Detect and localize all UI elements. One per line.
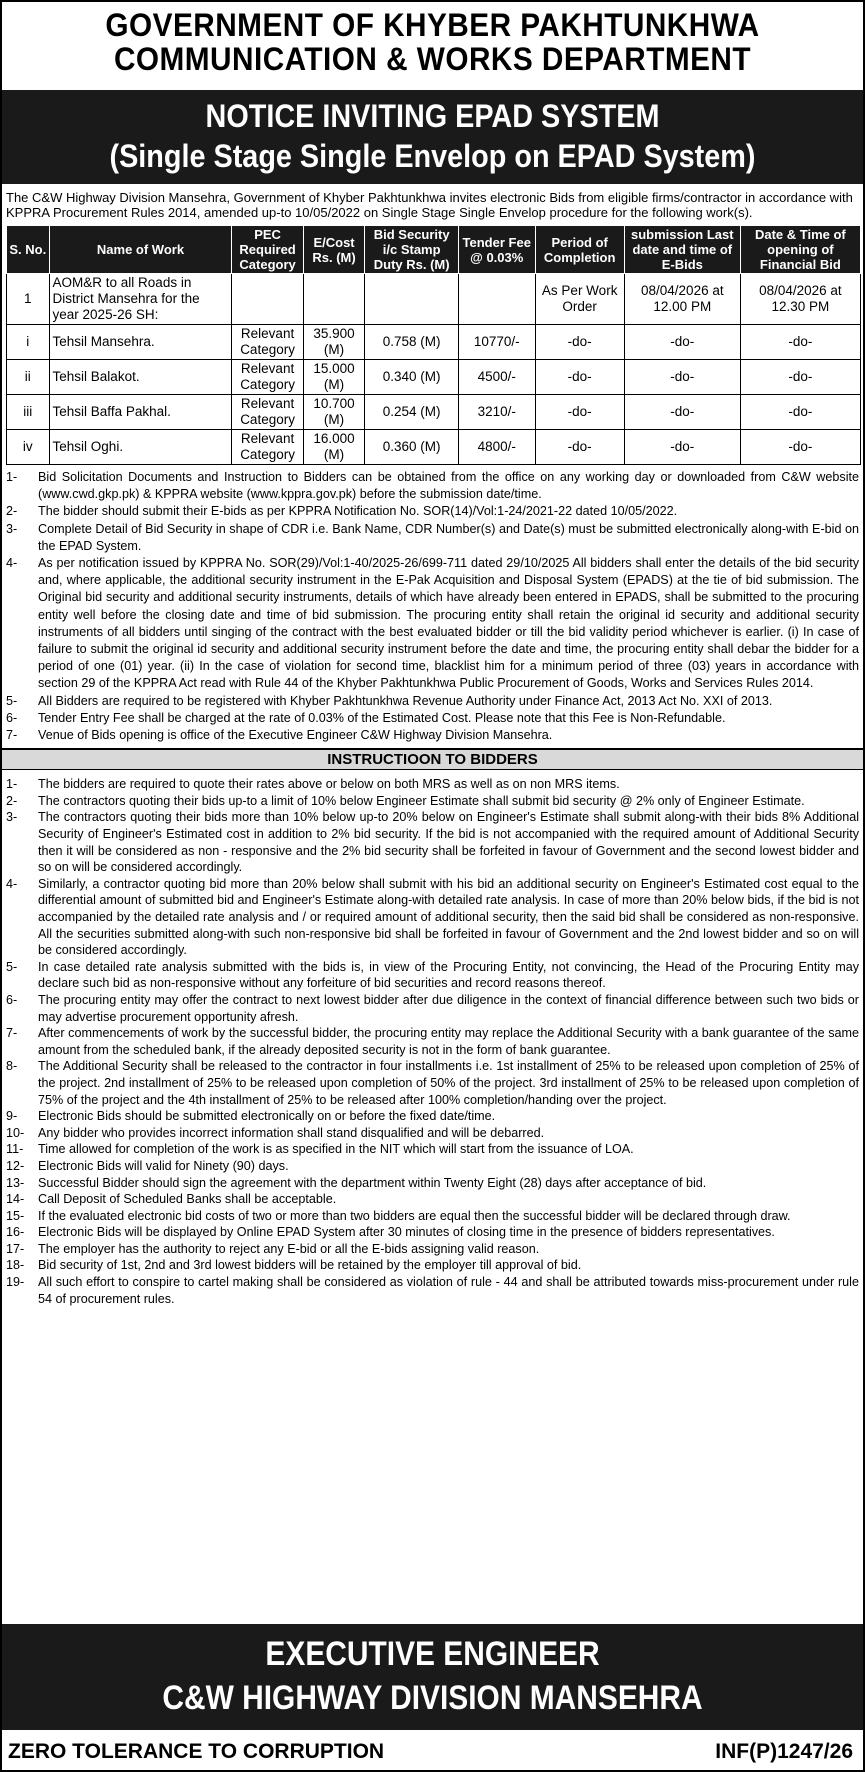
- list-item: [6, 1274, 859, 1307]
- list-item: [6, 469, 859, 503]
- item-number: 9-: [6, 1109, 18, 1124]
- cell-completion-period: -do-: [535, 360, 624, 395]
- instructions-list: [2, 772, 863, 1307]
- signatory-office: C&W HIGHWAY DIVISION MANSEHRA: [162, 1679, 703, 1717]
- cell-submission-date: -do-: [624, 360, 740, 395]
- table-row: [7, 395, 861, 430]
- list-item: [6, 727, 859, 744]
- list-item: [6, 1158, 859, 1175]
- cell-sno: ii: [7, 360, 50, 395]
- list-item: [6, 710, 859, 727]
- list-item: [6, 1257, 859, 1274]
- cell-estimated-cost: 10.700 (M): [303, 395, 365, 430]
- item-number: 16-: [6, 1225, 25, 1240]
- cell-submission-date: -do-: [624, 395, 740, 430]
- advertisement-reference: INF(P)1247/26: [715, 1740, 853, 1763]
- cell-opening-date: -do-: [740, 395, 860, 430]
- cell-estimated-cost: [303, 274, 365, 325]
- list-item: [6, 1208, 859, 1225]
- list-item: [6, 992, 859, 1025]
- works-table: [6, 225, 861, 465]
- notice-title: NOTICE INVITING EPAD SYSTEM: [205, 98, 660, 134]
- item-text: Successful Bidder should sign the agreement with the department within Twenty Eight (28) days after acceptance of bid.: [38, 1175, 707, 1190]
- government-title: GOVERNMENT OF KHYBER PAKHTUNKHWA: [105, 7, 760, 43]
- cell-bid-security: 0.360 (M): [365, 430, 459, 465]
- item-text: The contractors quoting their bids more than 10% below up-to 20% below on Engineer's Estimate shall submit along-with their bids 8% Additional Security of Engineer's Estimated cost in addition to 2% bid security. If the bid is not accompanied with the required amount of Additional Security then it will be considered as non - responsive and the 2% bid security shall be forfeited in favour of Government and the second lowest bidder and so on will be considered accordingly.: [38, 810, 859, 875]
- item-text: All such effort to conspire to cartel making shall be considered as violation of rule - 44 and shall be attributed towards miss-procurement under rule 54 of procurement rules.: [38, 1275, 859, 1306]
- table-row: [7, 360, 861, 395]
- cell-opening-date: -do-: [740, 430, 860, 465]
- item-number: 18-: [6, 1258, 25, 1273]
- item-number: 4-: [6, 556, 18, 571]
- list-item: [6, 693, 859, 710]
- cell-sno: i: [7, 325, 50, 360]
- item-number: 13-: [6, 1175, 25, 1190]
- item-number: 4-: [6, 876, 18, 891]
- cell-pec-category: Relevant Category: [232, 360, 303, 395]
- header-tender-fee: Tender Fee @ 0.03%: [458, 226, 535, 274]
- item-number: 8-: [6, 1059, 18, 1074]
- item-number: 1-: [6, 777, 18, 792]
- notice-title-band: [2, 90, 863, 184]
- bottom-strip: [2, 1734, 863, 1770]
- item-number: 10-: [6, 1125, 25, 1140]
- item-number: 7-: [6, 728, 18, 743]
- item-text: The employer has the authority to reject any E-bid or all the E-bids assigning valid reason.: [38, 1241, 540, 1256]
- item-text: Similarly, a contractor quoting bid more than 20% below shall submit with his bid an additional security on Engineer's Estimated cost equal to the differential amount of submitted bid and Engineer's Estimate along-with detailed rate analysis. In case of more than 20% below bids, if the bid is not accompanied by the detailed rate analysis and / or required amount of additional security, then the said bid shall be considered as non-responsive. All the securities submitted along-with such non-responsive bid shall be forfeited in favour of Government and the 2nd lowest bidder and so on will be considered accordingly.: [38, 876, 859, 958]
- item-text: In case detailed rate analysis submitted with the bids is, in view of the Procuring Entity, not convincing, the Head of the Procuring Entity may declare such bid as non-responsive without any forfeiture of bid securities and record reasons thereof.: [38, 959, 859, 991]
- cell-completion-period: -do-: [535, 325, 624, 360]
- item-text: Bid security of 1st, 2nd and 3rd lowest bidders will be retained by the employer till approval of bid.: [38, 1258, 582, 1273]
- item-text: All Bidders are required to be registered with Khyber Pakhtunkhwa Revenue Authority under Finance Act, 2013 Act No. XXI of 2013.: [38, 693, 773, 708]
- item-number: 19-: [6, 1275, 25, 1290]
- item-number: 1-: [6, 470, 18, 484]
- list-item: [6, 776, 859, 793]
- anti-corruption-slogan: ZERO TOLERANCE TO CORRUPTION: [8, 1740, 385, 1763]
- header-estimated-cost: E/Cost Rs. (M): [303, 226, 365, 274]
- cell-estimated-cost: 35.900 (M): [303, 325, 365, 360]
- cell-bid-security: 0.758 (M): [365, 325, 459, 360]
- item-text: Electronic Bids should be submitted electronically on or before the fixed date/time.: [38, 1109, 496, 1124]
- cell-bid-security: [365, 274, 459, 325]
- instructions-heading: INSTRUCTIOON TO BIDDERS: [2, 748, 863, 770]
- table-row: [7, 274, 861, 325]
- cell-pec-category: Relevant Category: [232, 395, 303, 430]
- cell-opening-date: -do-: [740, 325, 860, 360]
- cell-pec-category: [232, 274, 303, 325]
- list-item: [6, 1108, 859, 1125]
- item-text: Time allowed for completion of the work is as specified in the NIT which will start from the issuance of LOA.: [38, 1142, 634, 1157]
- item-text: The bidder should submit their E-bids as per KPPRA Notification No. SOR(14)/Vol:1-24/2021-22 dated 10/05/2022.: [38, 504, 678, 519]
- item-number: 2-: [6, 504, 18, 519]
- cell-submission-date: -do-: [624, 430, 740, 465]
- cell-tender-fee: 4800/-: [458, 430, 535, 465]
- table-header-row: [7, 226, 861, 274]
- item-number: 5-: [6, 959, 18, 974]
- item-text: The contractors quoting their bids up-to a limit of 10% below Engineer Estimate shall submit bid security @ 2% only of Engineer Estimate.: [38, 793, 805, 808]
- item-text: If the evaluated electronic bid costs of two or more than two bidders are equal then the successful bidder will be declared through draw.: [38, 1208, 791, 1223]
- list-item: [6, 1125, 859, 1142]
- department-title: COMMUNICATION & WORKS DEPARTMENT: [113, 41, 752, 77]
- list-item: [6, 959, 859, 992]
- list-item: [6, 1224, 859, 1241]
- cell-submission-date: -do-: [624, 325, 740, 360]
- item-number: 5-: [6, 693, 18, 708]
- cell-submission-date: 08/04/2026 at 12.00 PM: [624, 274, 740, 325]
- cell-tender-fee: [458, 274, 535, 325]
- cell-estimated-cost: 15.000 (M): [303, 360, 365, 395]
- cell-tender-fee: 10770/-: [458, 325, 535, 360]
- cell-name-of-work: AOM&R to all Roads in District Mansehra for the year 2025-26 SH:: [49, 274, 232, 325]
- cell-completion-period: -do-: [535, 430, 624, 465]
- item-text: Tender Entry Fee shall be charged at the rate of 0.03% of the Estimated Cost. Please note that this Fee is Non-Refundable.: [38, 710, 726, 725]
- list-item: [6, 1175, 859, 1192]
- cell-name-of-work: Tehsil Oghi.: [49, 430, 232, 465]
- header-bid-security: Bid Security i/c Stamp Duty Rs. (M): [365, 226, 459, 274]
- item-text: Venue of Bids opening is office of the Executive Engineer C&W Highway Division Mansehra.: [38, 728, 553, 743]
- cell-tender-fee: 3210/-: [458, 395, 535, 430]
- item-text: After commencements of work by the successful bidder, the procuring entity may replace the Additional Security with a bank guarantee of the same amount from the scheduled bank, if the already deposited security is not in the form of bank guarantee.: [38, 1026, 859, 1057]
- signatory-band: [2, 1624, 863, 1730]
- cell-pec-category: Relevant Category: [232, 325, 303, 360]
- item-text: Call Deposit of Scheduled Banks shall be acceptable.: [38, 1192, 337, 1207]
- item-text: Complete Detail of Bid Security in shape of CDR i.e. Bank Name, CDR Number(s) and Date(s) must be submitted electronically along-with E-bid on the EPAD System.: [38, 521, 859, 553]
- list-item: [6, 1025, 859, 1058]
- item-number: 6-: [6, 992, 18, 1007]
- list-item: [6, 555, 859, 693]
- list-item: [6, 1058, 859, 1108]
- department-header: [32, 2, 833, 90]
- signatory-title: EXECUTIVE ENGINEER: [265, 1635, 600, 1673]
- cell-bid-security: 0.340 (M): [365, 360, 459, 395]
- item-number: 3-: [6, 810, 18, 825]
- cell-completion-period: As Per Work Order: [535, 274, 624, 325]
- cell-name-of-work: Tehsil Mansehra.: [49, 325, 232, 360]
- list-item: [6, 876, 859, 959]
- list-item: [6, 1241, 859, 1258]
- cell-name-of-work: Tehsil Balakot.: [49, 360, 232, 395]
- intro-paragraph: The C&W Highway Division Mansehra, Government of Khyber Pakhtunkhwa invites electronic Bids from eligible firms/contractor in accordance with KPPRA Procurement Rules 2014, amended up-to 10/05/2022 on Single Stage Single Envelop procedure for the following work(s).: [6, 190, 853, 220]
- list-item: [6, 793, 859, 810]
- header-submission-date: submission Last date and time of E-Bids: [624, 226, 740, 274]
- header-pec-category: PEC Required Category: [232, 226, 303, 274]
- cell-sno: iv: [7, 430, 50, 465]
- item-number: 14-: [6, 1192, 25, 1207]
- list-item: [6, 503, 859, 520]
- cell-estimated-cost: 16.000 (M): [303, 430, 365, 465]
- list-item: [6, 1191, 859, 1208]
- item-number: 15-: [6, 1208, 25, 1223]
- list-item: [6, 809, 859, 875]
- item-text: The bidders are required to quote their rates above or below on both MRS as well as on non MRS items.: [38, 777, 620, 792]
- item-number: 17-: [6, 1241, 25, 1256]
- cell-pec-category: Relevant Category: [232, 430, 303, 465]
- list-item: [6, 1141, 859, 1158]
- item-text: Electronic Bids will be displayed by Online EPAD System after 30 minutes of closing time in the presence of bidders representatives.: [38, 1225, 775, 1240]
- table-row: [7, 325, 861, 360]
- item-number: 6-: [6, 710, 18, 725]
- notice-subtitle: (Single Stage Single Envelop on EPAD System): [109, 138, 756, 174]
- item-text: The Additional Security shall be released to the contractor in four installments i.e. 1st installment of 25% to be released upon completion of 25% of the project. 2nd installment of 25% to be released upon completion of 50% of the project. 3rd installment of 25% to be released upon completion of 75% of the project and the 4th installment of 25% to be released after 100% completion/handing over the project.: [38, 1059, 859, 1107]
- item-number: 3-: [6, 521, 18, 536]
- cell-opening-date: 08/04/2026 at 12.30 PM: [740, 274, 860, 325]
- terms-list: [2, 465, 863, 744]
- cell-sno: iii: [7, 395, 50, 430]
- item-text: Bid Solicitation Documents and Instruction to Bidders can be obtained from the office on any working day or downloaded from C&W website (www.cwd.gkp.pk) & KPPRA website (www.kppra.gov.pk) before the submission date/time.: [38, 470, 859, 502]
- cell-completion-period: -do-: [535, 395, 624, 430]
- item-text: As per notification issued by KPPRA No. SOR(29)/Vol:1-40/2025-26/699-711 dated 29/10/2025 All bidders shall enter the details of the bid security and, where applicable, the additional security instrument in the E-Pak Acquisition and Disposal System (EPADS) at the tie of bid submission. The Original bid security and additional security instruments, details of which have already been entered in EPADS, shall be submitted to the procuring entity well before the closing date and time of bid submission. The procuring entity shall retain the original id security and additional security instruments of all bidders until singing of the contract with the best evaluated bidder or till the bid validity period whichever is earlier. (i) In case of failure to submit the original id security and additional security instrument before the date and time, the procuring entity shall debar the bidder for a period of one (01) year. (ii) In the case of violation for second time, blacklist him for a minimum period of three (03) years in accordance with section 29 of the KPPRA Act read with Rule 44 of the Khyber Pakhtunkhwa Public Procurement of Goods, Works and Services Rules 2014.: [38, 556, 859, 691]
- cell-opening-date: -do-: [740, 360, 860, 395]
- cell-bid-security: 0.254 (M): [365, 395, 459, 430]
- table-row: [7, 430, 861, 465]
- item-number: 7-: [6, 1026, 18, 1041]
- header-completion-period: Period of Completion: [535, 226, 624, 274]
- header-opening-date: Date & Time of opening of Financial Bid: [740, 226, 860, 274]
- item-number: 2-: [6, 793, 18, 808]
- item-text: The procuring entity may offer the contract to next lowest bidder after due diligence in the context of financial difference between such two bids or may advertise procurement opportunity afresh.: [38, 992, 859, 1024]
- list-item: [6, 521, 859, 555]
- header-sno: S. No.: [7, 226, 50, 274]
- cell-name-of-work: Tehsil Baffa Pakhal.: [49, 395, 232, 430]
- item-text: Electronic Bids will valid for Ninety (90) days.: [38, 1158, 289, 1173]
- item-number: 12-: [6, 1158, 25, 1173]
- item-text: Any bidder who provides incorrect information shall stand disqualified and will be debarred.: [38, 1125, 545, 1140]
- header-name-of-work: Name of Work: [49, 226, 232, 274]
- item-number: 11-: [6, 1142, 24, 1157]
- cell-tender-fee: 4500/-: [458, 360, 535, 395]
- cell-sno: 1: [7, 274, 50, 325]
